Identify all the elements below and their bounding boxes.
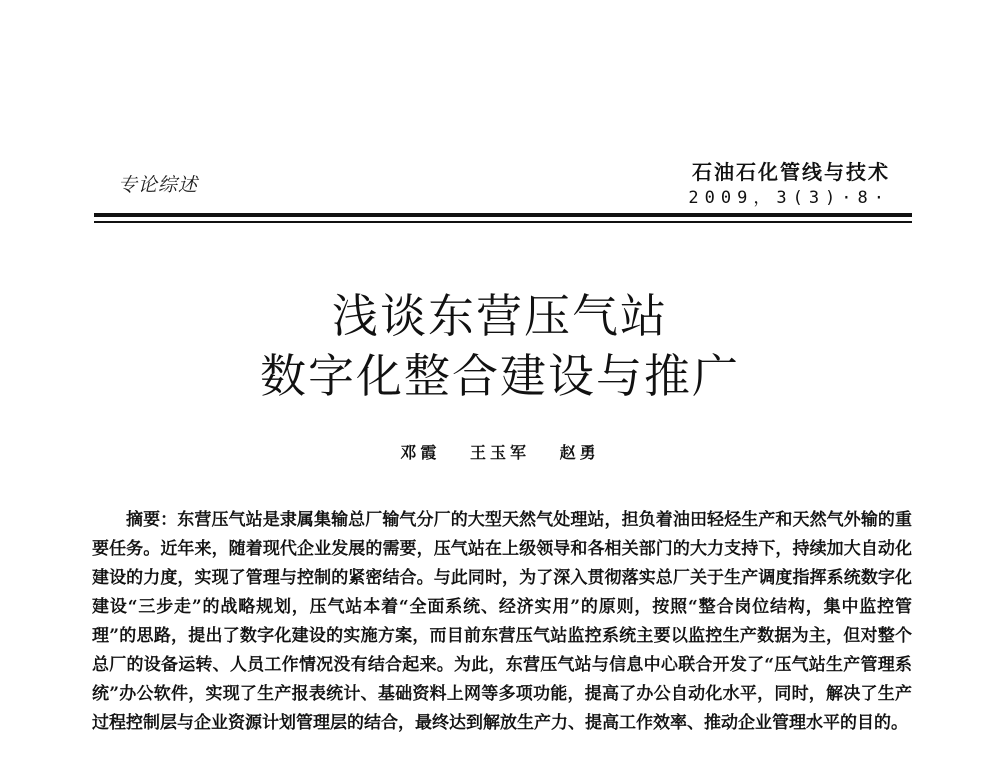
- abstract-text: 东营压气站是隶属集输总厂输气分厂的大型天然气处理站，担负着油田轻烃生产和天然气外输的重要任务。近年来，随着现代企业发展的需要，压气站在上级领导和各相关部门的大力支持下，持续加大自动化建设的力度，实现了管理与控制的紧密结合。与此同时，为了深入贯彻落实总厂关于生产调度指挥系统数字化建设“三步走”的战略规划，压气站本着“全面系统、经济实用”的原则，按照“整合岗位结构，集中监控管理”的思路，提出了数字化建设的实施方案，而目前东营压气站监控系统主要以监控生产数据为主，但对整个总厂的设备运转、人员工作情况没有结合起来。为此，东营压气站与信息中心联合开发了“压气站生产管理系统”办公软件，实现了生产报表统计、基础资料上网等多项功能，提高了办公自动化水平，同时，解决了生产过程控制层与企业资源计划管理层的结合，最终达到解放生产力、提高工作效率、推动企业管理水平的目的。: [92, 510, 913, 733]
- title-line-2: 数字化整合建设与推广: [260, 349, 740, 403]
- journal-issue: 2009，3(3)·8·: [688, 188, 890, 208]
- title-line-1: 浅谈东营压气站: [332, 289, 668, 343]
- abstract-paragraph: [92, 506, 912, 738]
- header-rule-thick: [94, 213, 912, 217]
- article-title: [0, 286, 1000, 406]
- author-list: [0, 440, 1000, 463]
- author-name: 赵勇: [559, 443, 600, 462]
- author-name: 邓霞: [400, 443, 441, 462]
- header-rule-thin: [94, 221, 912, 223]
- abstract-label: 摘要：: [126, 510, 178, 530]
- journal-name: 石油石化管线与技术: [692, 160, 890, 184]
- author-name: 王玉军: [469, 443, 530, 462]
- section-label: 专论综述: [118, 174, 199, 196]
